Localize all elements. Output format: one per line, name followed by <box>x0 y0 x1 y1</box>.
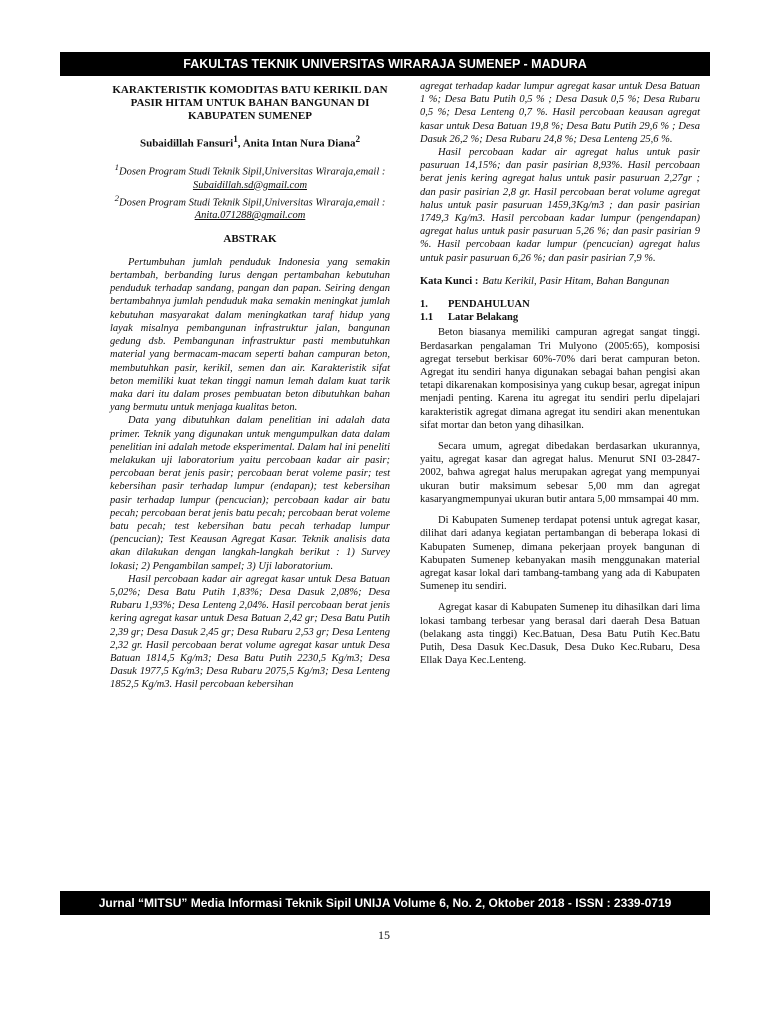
author-1-sup: 1 <box>233 134 238 144</box>
paper-title: KARAKTERISTIK KOMODITAS BATU KERIKIL DAN PASIR HITAM UNTUK BAHAN BANGUNAN DI KABUPATEN SUMENEP <box>112 84 388 122</box>
journal-header-bar: FAKULTAS TEKNIK UNIVERSITAS WIRARAJA SUMENEP - MADURA <box>60 52 710 76</box>
abstract-heading: ABSTRAK <box>223 232 277 245</box>
section-heading <box>420 298 700 324</box>
subsection-title: Latar Belakang <box>448 312 519 324</box>
page-number: 15 <box>378 928 390 942</box>
subsection-number: 1.1 <box>420 312 434 324</box>
left-column <box>110 80 390 692</box>
section-number: 1. <box>420 299 428 311</box>
affiliation-2 <box>110 192 390 223</box>
author-1: Subaidillah Fansuri <box>139 137 234 150</box>
body-paragraph-3: Di Kabupaten Sumenep terdapat potensi untuk agregat kasar, dilihat dari adanya kegiatan pertambangan di beberapa lokasi di Kabupaten Sumenep, dimana pekerjaan proyek bangunan di Kabupaten Sumenep kebanyakan masih menggunakan material agregat kasar lokal dari tambang-tambang yang ada di Kabupaten Sumenep itu sendiri. <box>420 515 700 593</box>
journal-footer-bar: Jurnal “MITSU” Media Informasi Teknik Sipil UNIJA Volume 6, No. 2, Oktober 2018 - ISSN : 2339-0719 <box>60 891 710 915</box>
body-paragraph-2: Secara umum, agregat dibedakan berdasarkan ukurannya, yaitu, agregat kasar dan agregat halus. Menurut SNI 03-2847-2002, bahwa agregat halus merupakan agregat yang mempunyai ukuran butir maksimum sebesar 5,00 mm dan agregat kasaryangmempunyai ukuran butir antara 5,00 mmsampai 40 mm. <box>420 441 700 505</box>
author-2: Anita Intan Nura Diana <box>242 137 356 150</box>
author-separator: , <box>237 137 243 150</box>
abstract-paragraph-2: Data yang dibutuhkan dalam penelitian ini adalah data primer. Teknik yang digunakan untuk mengumpulkan data dalam penelitian ini adalah metode eksperimental. Dalam hal ini peneliti melakukan uji laboratorium yaitu percobaan kadar air pasir; percobaan berat jenis pasir; percobaan berat voleme pasir; test kebersihan pasir terhadap lumpur (endapan); test kebersihan pasir terhadap lumpur (pencucian); percobaan kadar air batu pecah; percobaan berat jenis batu pecah; percobaan berat voleme batu pecah; test kebersihan batu pecah terhadap lumpur (pencucian); Test Keausan Agregat Kasar. Teknik analisis data akan dilakukan dengan langkah-langkah berikut : 1) Survey lokasi; 2) Pengambilan sampel; 3) Uji laboratorium. <box>110 415 390 572</box>
body-paragraph-4: Agregat kasar di Kabupaten Sumenep itu dihasilkan dari lima lokasi tambang terbesar yang berasal dari daerah Desa Batuan (belakang asta tinggi) Kec.Batuan, Desa Batu Putih Kec.Batu Putih, Desa Dasuk Kec.Dasuk, Desa Duko Kec.Rubaru, Desa Ellak Daya Kec.Lenteng. <box>420 602 700 667</box>
right-column <box>420 80 700 675</box>
affiliation-2-email[interactable]: Anita.071288@gmail.com <box>194 210 306 222</box>
affiliation-2-text: Dosen Program Studi Teknik Sipil,Universitas Wiraraja,email : <box>118 197 386 209</box>
author-line <box>110 133 390 151</box>
abstract-paragraph-4: Hasil percobaan kadar air agregat halus untuk pasir pasuruan 14,15%; dan pasir pasirian 8,93%. Hasil percobaan berat jenis kering agregat halus untuk pasir pasuruan 2,27gr ; dan pasir pasirian 2,8 gr. Hasil percobaan berat volume agregat halus untuk pasir pasuruan 1459,3Kg/m3 ; dan pasir pasirian 1749,3 Kg/m3. Hasil percobaan kadar lumpur (pengendapan) agregat halus untuk pasir pasuruan 5,26 %; dan pasir pasirian 9 %. Hasil percobaan kadar lumpur (pencucian) agregat halus untuk pasir pasuruan 6,26 %; dan pasir pasirian 7,9 %. <box>420 147 700 264</box>
affiliation-2-sup: 2 <box>114 192 119 203</box>
keywords-value: Batu Kerikil, Pasir Hitam, Bahan Bangunan <box>482 275 670 287</box>
keywords <box>420 275 700 288</box>
affiliation-1-email[interactable]: Subaidillah.sd@gmail.com <box>192 179 308 191</box>
abstract-paragraph-1: Pertumbuhan jumlah penduduk Indonesia yang semakin bertambah, berbanding lurus dengan pertambahan kebutuhan penduduk terhadap sandang, pangan dan papan. Seiring dengan bertambahnya jumlah penduduk maka semakin meningkat jumlah kebutuhan masyarakat dalam meningkatkan taraf hidup yang layak misalnya pembangunan infrastruktur jalan, bangunan gedung dsb. Pembangunan infrastruktur pasti membutuhkan material yang bermacam-macam seperti bahan campuran beton, membutuhkan pasir, kerikil, semen dan air. Karakteristik sifat beton memiliki kuat tekan tinggi namun lemah dalam kuat tarik maka dari itu dalam proses pembuatan beton dibutuhkan bahan yang bermutu untuk menjaga kualitas beton. <box>110 256 390 414</box>
affiliation-1-sup: 1 <box>114 161 119 172</box>
section-title: PENDAHULUAN <box>448 299 530 311</box>
author-2-sup: 2 <box>355 134 361 144</box>
abstract-paragraph-3: Hasil percobaan kadar air agregat kasar untuk Desa Batuan 5,02%; Desa Batu Putih 1,83%; Desa Dasuk 2,08%; Desa Rubaru 1,93%; Desa Lenteng 2,04%. Hasil percobaan berat jenis kering agregat kasar untuk Desa Batuan 2,42 gr; Desa Batu Putih 2,39 gr; Desa Dasuk 2,45 gr; Desa Rubaru 2,53 gr; Desa Lenteng 2,32 gr. Hasil percobaan berat volume agregat kasar untuk Desa Batuan 1814,5 Kg/m3; Desa Batu Putih 2230,5 Kg/m3; Desa Dasuk 1977,5 Kg/m3; Desa Rubaru 2075,5 Kg/m3; Desa Lenteng 1852,5 Kg/m3. Hasil percobaan kebersihan <box>110 573 390 691</box>
body-paragraph-1: Beton biasanya memiliki campuran agregat sangat tinggi. Berdasarkan pengalaman Tri Mulyono (2005:65), komposisi agregat tersebut berkisar 60%-70% dari berat campuran beton. Agregat itu sendiri hanya digunakan sebagai bahan pengisi akan tetapi dikarenakan komposisinya yang cukup besar, agregat inipun menjadi penting. Karena itu agregat itu sendiri perlu dipelajari karakteristik agregat dimana agregat itu sendiri akan menentukan sifat mortar dan beton yang dihasilkan. <box>420 327 700 431</box>
keywords-label: Kata Kunci : <box>420 275 479 287</box>
affiliation-1 <box>110 161 390 192</box>
affiliation-1-text: Dosen Program Studi Teknik Sipil,Universitas Wiraraja,email : <box>118 166 386 178</box>
abstract-paragraph-3-cont: agregat terhadap kadar lumpur agregat kasar untuk Desa Batuan 1 %; Desa Batu Putih 0,5 % ; Desa Dasuk 0,5 %; Desa Rubaru 0,5 %; Desa Lenteng 0,7 %. Hasil percobaan keausan agregat kasar untuk Desa Batuan 19,8 %; Desa Batu Putih 29,6 % ; Desa Dasuk 26,2 %; Desa Rubaru 24,8 %; Desa Lenteng 25,6 %. <box>420 81 700 145</box>
